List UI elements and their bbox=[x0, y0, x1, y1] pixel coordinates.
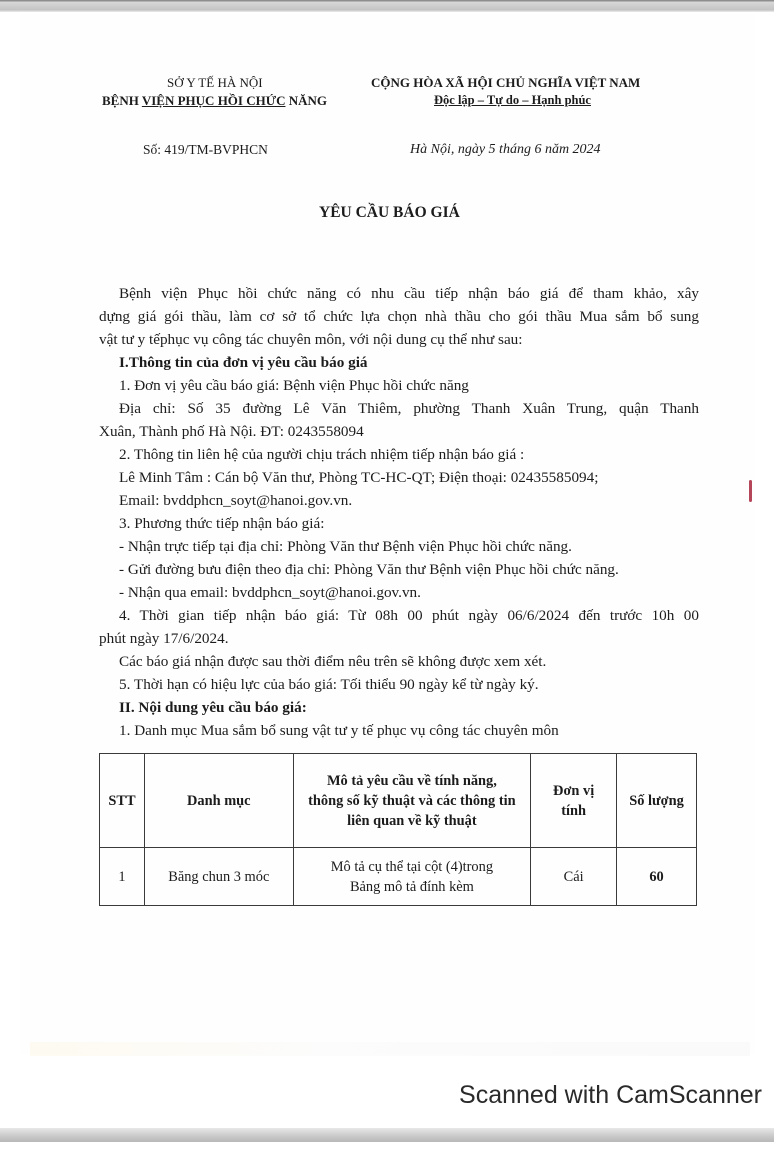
contact-heading: 2. Thông tin liên hệ của người chịu trách nhiệm tiếp nhận báo giá : bbox=[119, 446, 525, 463]
header-stt: STT bbox=[100, 754, 145, 848]
cell-unit: Cái bbox=[531, 848, 617, 906]
hospital-name-suffix: NĂNG bbox=[285, 93, 327, 108]
cell-item-name: Băng chun 3 móc bbox=[144, 848, 293, 906]
receive-method-direct: - Nhận trực tiếp tại địa chỉ: Phòng Văn thư Bệnh viện Phục hồi chức năng. bbox=[119, 538, 572, 555]
receive-time-line-1: 4. Thời gian tiếp nhận báo giá: Từ 08h 00 phút ngày 06/6/2024 đến trước 10h 00 bbox=[119, 607, 699, 624]
procurement-table bbox=[99, 753, 697, 906]
header-item-name: Danh mục bbox=[144, 754, 293, 848]
ministry-name: SỞ Y TẾ HÀ NỘI bbox=[167, 75, 263, 90]
hospital-name-prefix: BỆNH bbox=[102, 93, 142, 108]
requesting-unit: 1. Đơn vị yêu cầu báo giá: Bệnh viện Phục hồi chức năng bbox=[119, 377, 469, 394]
late-quote-note: Các báo giá nhận được sau thời điểm nêu trên sẽ không được xem xét. bbox=[119, 653, 547, 670]
section-2-heading: II. Nội dung yêu cầu báo giá: bbox=[119, 699, 307, 716]
section-1-heading: I.Thông tin của đơn vị yêu cầu báo giá bbox=[119, 354, 368, 371]
validity-period: 5. Thời hạn có hiệu lực của báo giá: Tối thiểu 90 ngày kể từ ngày ký. bbox=[119, 676, 539, 693]
document-title: YÊU CẦU BÁO GIÁ bbox=[319, 204, 460, 221]
receive-method-post: - Gửi đường bưu điện theo địa chỉ: Phòng Văn thư Bệnh viện Phục hồi chức năng. bbox=[119, 561, 619, 578]
receive-method-email: - Nhận qua email: bvddphcn_soyt@hanoi.gov.vn. bbox=[119, 584, 421, 601]
intro-line-2: dựng giá gói thầu, làm cơ sở tổ chức lựa chọn nhà thầu cho gói thầu Mua sắm bổ sung bbox=[99, 308, 699, 325]
address-line-2: Xuân, Thành phố Hà Nội. ĐT: 0243558094 bbox=[99, 423, 364, 440]
national-motto: Độc lập – Tự do – Hạnh phúc bbox=[434, 93, 591, 107]
scan-artifact-mark bbox=[749, 480, 752, 502]
contact-email: Email: bvddphcn_soyt@hanoi.gov.vn. bbox=[119, 492, 353, 509]
cell-quantity: 60 bbox=[617, 848, 697, 906]
cell-stt: 1 bbox=[100, 848, 145, 906]
header-quantity: Số lượng bbox=[617, 754, 697, 848]
header-unit: Đơn vị tính bbox=[531, 754, 617, 848]
address-line-1: Địa chỉ: Số 35 đường Lê Văn Thiêm, phường Thanh Xuân Trung, quận Thanh bbox=[119, 400, 699, 417]
receive-time-line-2: phút ngày 17/6/2024. bbox=[99, 630, 229, 647]
document-number: Số: 419/TM-BVPHCN bbox=[143, 142, 268, 157]
national-title: CỘNG HÒA XÃ HỘI CHỦ NGHĨA VIỆT NAM bbox=[371, 75, 641, 90]
camscanner-watermark: Scanned with CamScanner bbox=[459, 1081, 762, 1109]
table-header-row bbox=[100, 754, 697, 848]
cell-description: Mô tả cụ thể tại cột (4)trong Bảng mô tả đính kèm bbox=[293, 848, 531, 906]
receive-method-heading: 3. Phương thức tiếp nhận báo giá: bbox=[119, 515, 325, 532]
scan-edge-shadow bbox=[30, 1042, 750, 1056]
hospital-name bbox=[102, 93, 327, 109]
document-date: Hà Nội, ngày 5 tháng 6 năm 2024 bbox=[410, 142, 601, 157]
header-description: Mô tả yêu cầu về tính năng, thông số kỹ thuật và các thông tin liên quan về kỹ thuật bbox=[293, 754, 531, 848]
contact-person: Lê Minh Tâm : Cán bộ Văn thư, Phòng TC-HC-QT; Điện thoại: 02435585094; bbox=[119, 469, 599, 486]
bottom-frame-bar bbox=[0, 1128, 774, 1142]
table-row bbox=[100, 848, 697, 906]
hospital-name-underlined: VIỆN PHỤC HỒI CHỨC bbox=[141, 93, 286, 108]
top-frame-bar bbox=[0, 0, 774, 12]
intro-line-1: Bệnh viện Phục hồi chức năng có nhu cầu tiếp nhận báo giá để tham khảo, xây bbox=[119, 285, 699, 302]
procurement-list-heading: 1. Danh mục Mua sắm bổ sung vật tư y tế phục vụ công tác chuyên môn bbox=[119, 722, 559, 739]
intro-line-3: vật tư y tếphục vụ công tác chuyên môn, với nội dung cụ thể như sau: bbox=[99, 331, 523, 348]
